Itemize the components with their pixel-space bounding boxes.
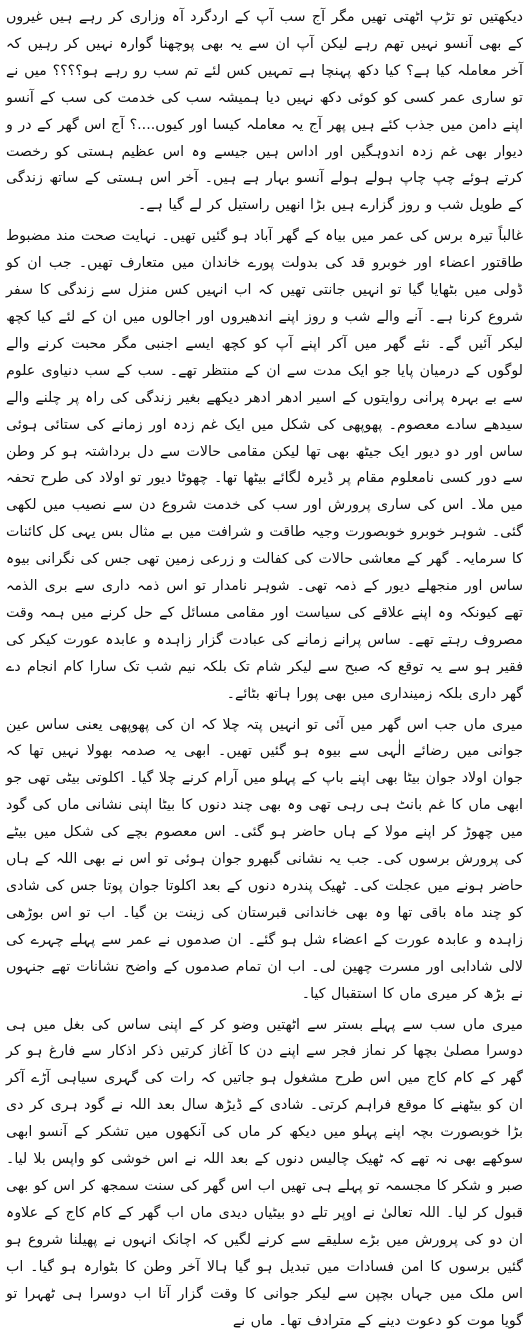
- paragraph-2: غالباً تیرہ برس کی عمر میں بیاہ کے گھر آباد ہو گئیں تھیں۔ نہایت صحت مند مضبوط طاقتور اعضاء اور خوبرو قد کی بدولت پورے خاندان میں متعارف تھیں۔ جب ان کو ڈولی میں بٹھایا گیا تو انہیں جانتی تھیں کہ اب انہیں کس منزل سے زندگی کا سفر شروع کرنا ہے۔ آنے والے شب و روز اپنے اندھیروں اور اجالوں میں ان کے لئے کیا کچھ لیکر آئیں گے۔ نئے گھر میں آکر اپنے آپ کو کچھ ایسے اجنبی مگر محبت کرنے والے لوگوں کے درمیان پایا جو ایک مدت سے ان کے منتظر تھے۔ سب کے سب دنیاوی علوم سے بے بہرہ پرانی روایتوں کے اسیر ادھر ادھر دیکھے بغیر زندگی کی راہ پر چلنے والے سیدھے سادے معصوم۔ پھوپھی کی شکل میں ایک غم زدہ اور زمانے کی ستائی ہوئی ساس اور دو دیور ایک جیٹھ بھی تھا لیکن مقامی حالات سے دل برداشتہ ہو کر وطن سے دور کسی نامعلوم مقام پر ڈیرہ لگائے بیٹھا تھا۔ چھوٹا دیور تو اولاد کی طرح تحفہ میں ملا۔ اس کی ساری پرورش اور سب کی خدمت شروع دن سے نصیب میں لکھی گئی۔ شوہر خوبرو خوبصورت وجیہ طاقت و شرافت میں بے مثال بس یہی کل کائنات کا سرمایہ۔ گھر کے معاشی حالات کی کفالت و زرعی زمین تھی جس کی نگرانی بیوہ ساس اور منجھلے دیور کے ذمہ تھی۔ شوہر نامدار تو اس ذمہ داری سے بری الذمہ تھے کیونکہ وہ اپنے علاقے کی سیاست اور مقامی مسائل کے حل کرنے میں ہمہ وقت مصروف رہتے تھے۔ ساس پرانے زمانے کی عبادت گزار زاہدہ و عابدہ عورت کیکر کی فقیر ہو سے یہ توقع کہ صبح سے لیکر شام تک بلکہ نیم شب تک سارا کام انجام دے گھر داری بلکہ زمینداری میں بھی پورا ہاتھ بٹائے۔: [6, 228, 523, 702]
- paragraph-3: میری ماں جب اس گھر میں آئی تو انہیں پتہ چلا کہ ان کی پھوپھی یعنی ساس عین جوانی میں رضائے الٰہی سے بیوہ ہو گئیں تھیں۔ ابھی یہ صدمہ بھولا نہیں تھا کہ جوان اولاد جوان بیٹا بھی اپنے باپ کے پہلو میں آرام کرنے چلا گیا۔ اکلوتی بیٹی تھی جو ابھی ماں کا غم بانٹ ہی رہی تھی وہ بھی چند دنوں کا بیٹا اپنی نشانی ماں کی گود میں چھوڑ کر اپنے مولا کے ہاں حاضر ہو گئی۔ اس معصوم بچے کی شکل میں بیٹے کی پرورش برسوں کی۔ جب یہ نشانی گبھرو جوان ہوئی تو اس نے بھی اللہ کے ہاں حاضر ہونے میں عجلت کی۔ ٹھیک پندرہ دنوں کے بعد اکلوتا جوان پوتا جس کی شادی کو چند ماہ باقی تھا وہ بھی خاندانی قبرستان کی زینت بن گیا۔ اب تو اس بوڑھی زاہدہ و عابدہ عورت کے اعضاء شل ہو گئے۔ ان صدموں نے عمر سے پہلے چہرے کی لالی شادابی اور مسرت چھین لی۔ اب ان تمام صدموں کے واضح نشانات تھے جنہوں نے بڑھ کر میری ماں کا استقبال کیا۔: [6, 716, 523, 1002]
- paragraph-4: میری ماں سب سے پہلے بستر سے اٹھتیں وضو کر کے اپنی ساس کی بغل میں ہی دوسرا مصلیٰ بچھا کر نماز فجر سے اپنے دن کا آغاز کرتیں ذکر اذکار سے فارغ ہو کر گھر کے کام کاج میں اس طرح مشغول ہو جاتیں کہ رات کی گہری سیاہی آڑے آکر ان کو بیٹھنے کا موقع فراہم کرتی۔ شادی کے ڈیڑھ سال بعد اللہ نے گود ہری کر دی بڑا خوبصورت بچہ اپنے پہلو میں دیکھ کر ماں کی آنکھوں میں تشکر کے آنسو ابھی سوکھے بھی نہ تھے کہ ٹھیک چالیس دنوں کے بعد اللہ نے اس خوشی کو واپس بلا لیا۔ صبر و شکر کا مجسمہ تو پہلے ہی تھیں اب اس گھر کی سنت سمجھ کر اس کو بھی قبول کر لیا۔ اللہ تعالیٰ نے اوپر تلے دو بیٹیاں دیدی ماں اب گھر کے کام کاج کے علاوہ ان دو کی پرورش میں بڑے سلیقے سے کرنے لگیں کہ اچانک انہوں نے پھیلنا شروع ہو گئیں برسوں کا امن فسادات میں تبدیل ہو گیا ہالا آخر وطن کا بٹوارہ ہو گیا۔ اب اس ملک میں جہاں بچپن سے لیکر جوانی کا وقت گزار آتا اب دوسرا ہی ٹھہرا تو گویا موت کو دعوت دینے کے مترادف تھا۔ ماں نے: [6, 1016, 523, 1329]
- paragraph-1: دیکھتیں تو تڑپ اٹھتی تھیں مگر آج سب آپ کے اردگرد آہ وزاری کر رہے ہیں غیروں کے بھی آنسو نہیں تھم رہے لیکن آپ ان سے یہ بھی پوچھنا گوارہ نہیں کر رہیں کہ آخر معاملہ کیا ہے؟ کیا دکھ پہنچا ہے تمہیں کس لئے تم سب رو رہے ہو؟؟؟؟ میں نے تو ساری عمر کسی کو کوئی دکھ نہیں دیا ہمیشہ سب کی خدمت کی سب کے آنسو اپنے دامن میں جذب کئے ہیں پھر آج یہ معاملہ کیسا اور کیوں....؟ آج اس گھر کے در و دیوار بھی غم زدہ اندوہگیں اور اداس ہیں جیسے وہ اس عظیم ہستی کو رخصت کرتے ہوئے چپ چاپ ہولے ہولے آنسو بہار ہے ہیں۔ آخر اس ہستی کے ساتھ زندگی کے طویل شب و روز گزارے ہیں بڑا انھیں راستیل کر لے گیا ہے۔: [6, 9, 523, 214]
